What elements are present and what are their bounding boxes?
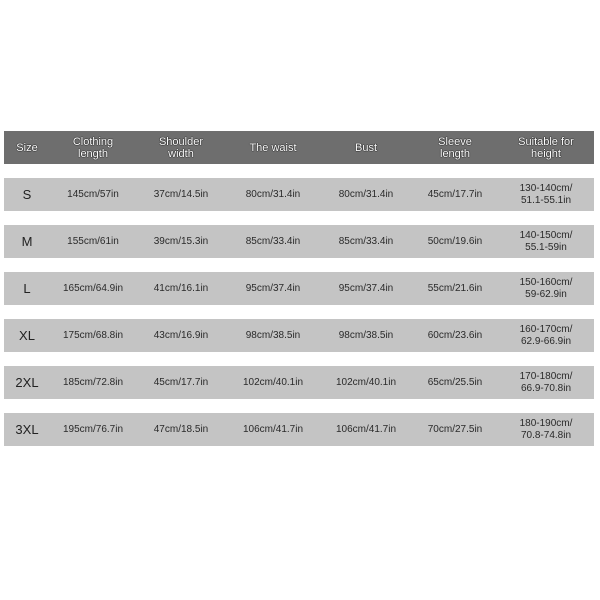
suitable-height-cell: 160-170cm/ 62.9-66.9in bbox=[519, 323, 573, 347]
size-chart-header bbox=[4, 131, 594, 164]
bust-cell: 102cm/40.1in bbox=[335, 376, 397, 388]
bust-cell: 85cm/33.4in bbox=[338, 235, 394, 247]
bust-cell: 106cm/41.7in bbox=[335, 423, 397, 435]
waist-cell: 85cm/33.4in bbox=[245, 235, 301, 247]
header-size: Size bbox=[16, 141, 38, 154]
clothing-length-cell: 155cm/61in bbox=[67, 235, 119, 247]
table-row bbox=[4, 178, 594, 211]
size-chart bbox=[4, 131, 594, 446]
shoulder-width-cell: 39cm/15.3in bbox=[153, 235, 209, 247]
waist-cell: 98cm/38.5in bbox=[245, 329, 301, 341]
size-cell: L bbox=[23, 280, 31, 296]
header-sleeve-length: Sleeve length bbox=[438, 135, 472, 160]
waist-cell: 106cm/41.7in bbox=[242, 423, 304, 435]
sleeve-length-cell: 55cm/21.6in bbox=[427, 282, 483, 294]
suitable-height-cell: 150-160cm/ 59-62.9in bbox=[519, 276, 573, 300]
shoulder-width-cell: 37cm/14.5in bbox=[153, 188, 209, 200]
clothing-length-cell: 165cm/64.9in bbox=[62, 282, 124, 294]
shoulder-width-cell: 47cm/18.5in bbox=[153, 423, 209, 435]
bust-cell: 80cm/31.4in bbox=[338, 188, 394, 200]
size-cell: XL bbox=[19, 327, 35, 343]
waist-cell: 80cm/31.4in bbox=[245, 188, 301, 200]
sleeve-length-cell: 60cm/23.6in bbox=[427, 329, 483, 341]
size-cell: S bbox=[22, 186, 32, 202]
suitable-height-cell: 140-150cm/ 55.1-59in bbox=[519, 229, 573, 253]
bust-cell: 98cm/38.5in bbox=[338, 329, 394, 341]
header-bust: Bust bbox=[354, 141, 377, 154]
sleeve-length-cell: 70cm/27.5in bbox=[427, 423, 483, 435]
size-cell: 3XL bbox=[15, 421, 39, 437]
clothing-length-cell: 175cm/68.8in bbox=[62, 329, 124, 341]
table-row bbox=[4, 225, 594, 258]
table-row bbox=[4, 366, 594, 399]
shoulder-width-cell: 45cm/17.7in bbox=[153, 376, 209, 388]
shoulder-width-cell: 41cm/16.1in bbox=[153, 282, 209, 294]
sleeve-length-cell: 45cm/17.7in bbox=[427, 188, 483, 200]
table-row bbox=[4, 413, 594, 446]
header-suitable-height: Suitable for height bbox=[518, 135, 574, 160]
header-shoulder-width: Shoulder width bbox=[158, 135, 204, 160]
size-cell: M bbox=[21, 233, 33, 249]
clothing-length-cell: 185cm/72.8in bbox=[62, 376, 124, 388]
waist-cell: 95cm/37.4in bbox=[245, 282, 301, 294]
table-row bbox=[4, 319, 594, 352]
size-cell: 2XL bbox=[15, 374, 39, 390]
clothing-length-cell: 145cm/57in bbox=[67, 188, 119, 200]
sleeve-length-cell: 65cm/25.5in bbox=[427, 376, 483, 388]
table-row bbox=[4, 272, 594, 305]
sleeve-length-cell: 50cm/19.6in bbox=[427, 235, 483, 247]
shoulder-width-cell: 43cm/16.9in bbox=[153, 329, 209, 341]
header-waist: The waist bbox=[249, 141, 297, 154]
suitable-height-cell: 130-140cm/ 51.1-55.1in bbox=[519, 182, 573, 206]
clothing-length-cell: 195cm/76.7in bbox=[62, 423, 124, 435]
suitable-height-cell: 170-180cm/ 66.9-70.8in bbox=[519, 370, 573, 394]
suitable-height-cell: 180-190cm/ 70.8-74.8in bbox=[519, 417, 573, 441]
bust-cell: 95cm/37.4in bbox=[338, 282, 394, 294]
waist-cell: 102cm/40.1in bbox=[242, 376, 304, 388]
header-clothing-length: Clothing length bbox=[72, 135, 114, 160]
